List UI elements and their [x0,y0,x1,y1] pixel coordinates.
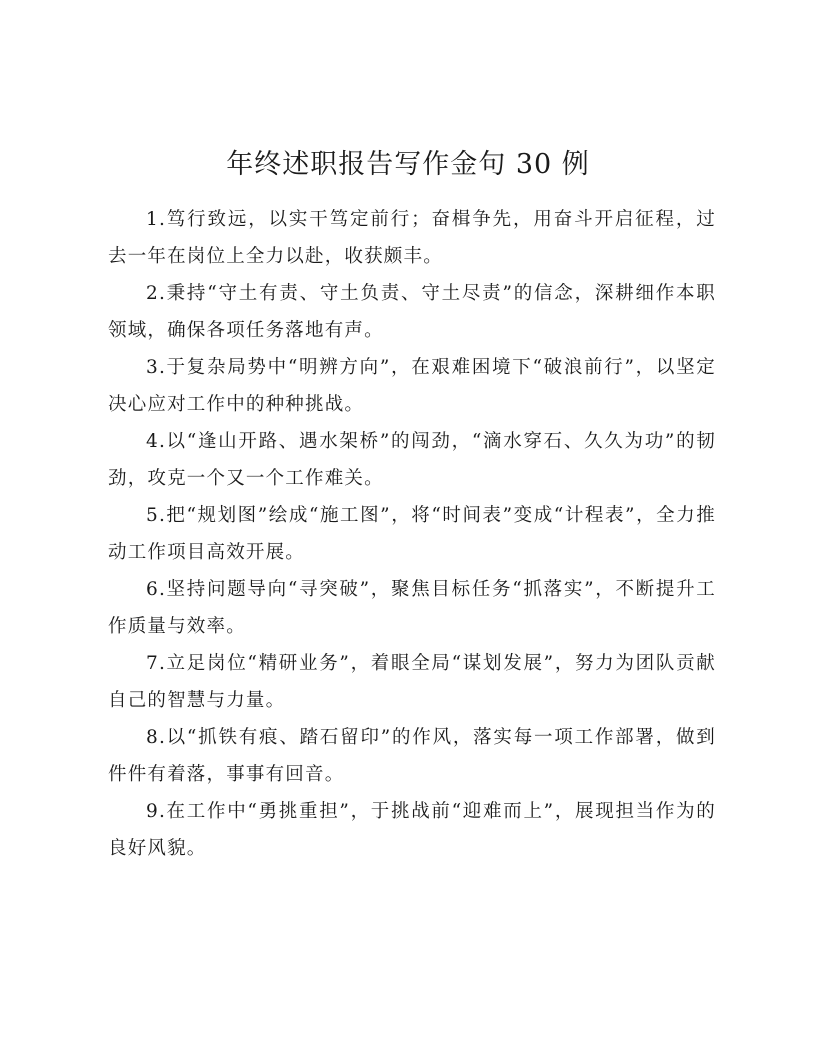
paragraph-1: 1.笃行致远，以实干笃定前行；奋楫争先，用奋斗开启征程，过去一年在岗位上全力以赴，收获颇丰。 [108,209,716,267]
paragraph-2: 2.秉持“守土有责、守土负责、守土尽责”的信念，深耕细作本职领域，确保各项任务落地有声。 [108,283,716,341]
paragraph-8: 8.以“抓铁有痕、踏石留印”的作风，落实每一项工作部署，做到件件有着落，事事有回音。 [108,727,716,785]
paragraph-4: 4.以“逢山开路、遇水架桥”的闯劲，“滴水穿石、久久为功”的韧劲，攻克一个又一个工作难关。 [108,431,716,489]
paragraph-7: 7.立足岗位“精研业务”，着眼全局“谋划发展”，努力为团队贡献自己的智慧与力量。 [108,653,716,711]
document-body [108,201,716,867]
document-title: 年终述职报告写作金句 30 例 [226,149,590,180]
paragraph-3: 3.于复杂局势中“明辨方向”，在艰难困境下“破浪前行”，以坚定决心应对工作中的种种挑战。 [108,357,716,415]
paragraph-6: 6.坚持问题导向“寻突破”，聚焦目标任务“抓落实”，不断提升工作质量与效率。 [108,579,716,637]
paragraph-9: 9.在工作中“勇挑重担”，于挑战前“迎难而上”，展现担当作为的良好风貌。 [108,801,716,859]
paragraph-5: 5.把“规划图”绘成“施工图”，将“时间表”变成“计程表”，全力推动工作项目高效开展。 [108,505,716,563]
